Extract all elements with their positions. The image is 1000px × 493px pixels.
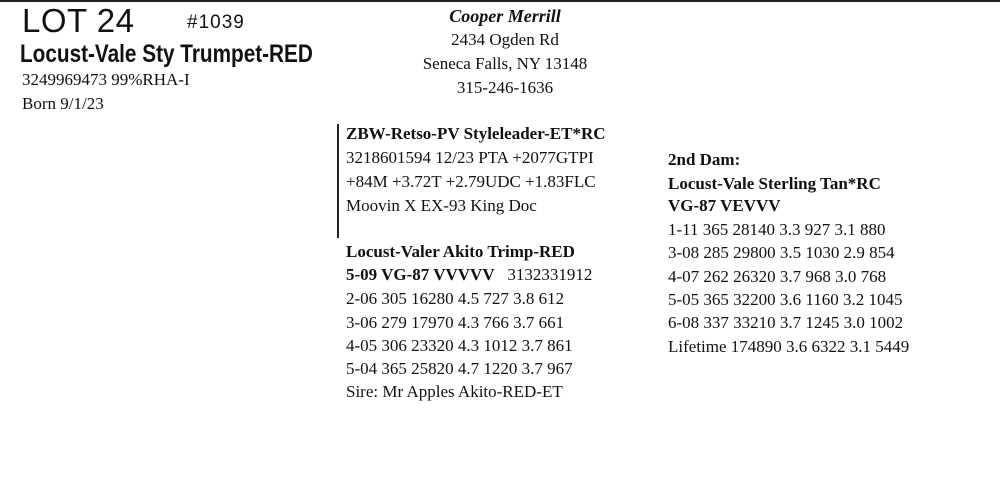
consignor-phone: 315-246-1636 [456,78,554,97]
consignor-city: Seneca Falls, NY 13148 [422,54,588,73]
top-border [0,0,1000,2]
dam-record: 2-06 305 16280 4.5 727 3.8 612 [346,289,565,308]
consignor-street: 2434 Ogden Rd [451,30,559,49]
second-dam-classification: VG-87 VEVVV [668,196,781,215]
animal-birthdate: Born 9/1/23 [22,94,104,113]
dam-record: 5-04 365 25820 4.7 1220 3.7 967 [346,359,573,378]
second-dam-record: 4-07 262 26320 3.7 968 3.0 768 [668,267,887,286]
second-dam-heading: 2nd Dam: [668,150,741,169]
pedigree-divider [337,124,339,238]
animal-name: Locust-Vale Sty Trumpet-RED [20,40,313,68]
second-dam-record: 5-05 365 32200 3.6 1160 3.2 1045 [668,290,903,309]
sire-name: ZBW-Retso-PV Styleleader-ET*RC [346,124,606,143]
dam-name: Locust-Valer Akito Trimp-RED [346,242,575,261]
animal-registration: 3249969473 99%RHA-I [22,70,190,89]
dam-record: 3-06 279 17970 4.3 766 3.7 661 [346,313,565,332]
second-dam-record: 6-08 337 33210 3.7 1245 3.0 1002 [668,313,904,332]
second-dam-record: 1-11 365 28140 3.3 927 3.1 880 [668,220,886,239]
sire-pedigree: Moovin X EX-93 King Doc [346,196,537,215]
second-dam-record: 3-08 285 29800 3.5 1030 2.9 854 [668,243,895,262]
dam-sire: Sire: Mr Apples Akito-RED-ET [346,382,563,401]
consignor-name: Cooper Merrill [449,6,561,26]
lot-number: #1039 [187,12,245,33]
lot-label: LOT 24 [22,2,135,39]
sire-proof-traits: +84M +3.72T +2.79UDC +1.83FLC [346,172,596,191]
second-dam-name: Locust-Vale Sterling Tan*RC [668,174,881,193]
dam-record: 4-05 306 23320 4.3 1012 3.7 861 [346,336,573,355]
second-dam-lifetime: Lifetime 174890 3.6 6322 3.1 5449 [668,337,910,356]
dam-classification: 5-09 VG-87 VVVVV 3132331912 [346,265,593,284]
sire-proof-line: 3218601594 12/23 PTA +2077GTPI [346,148,594,167]
